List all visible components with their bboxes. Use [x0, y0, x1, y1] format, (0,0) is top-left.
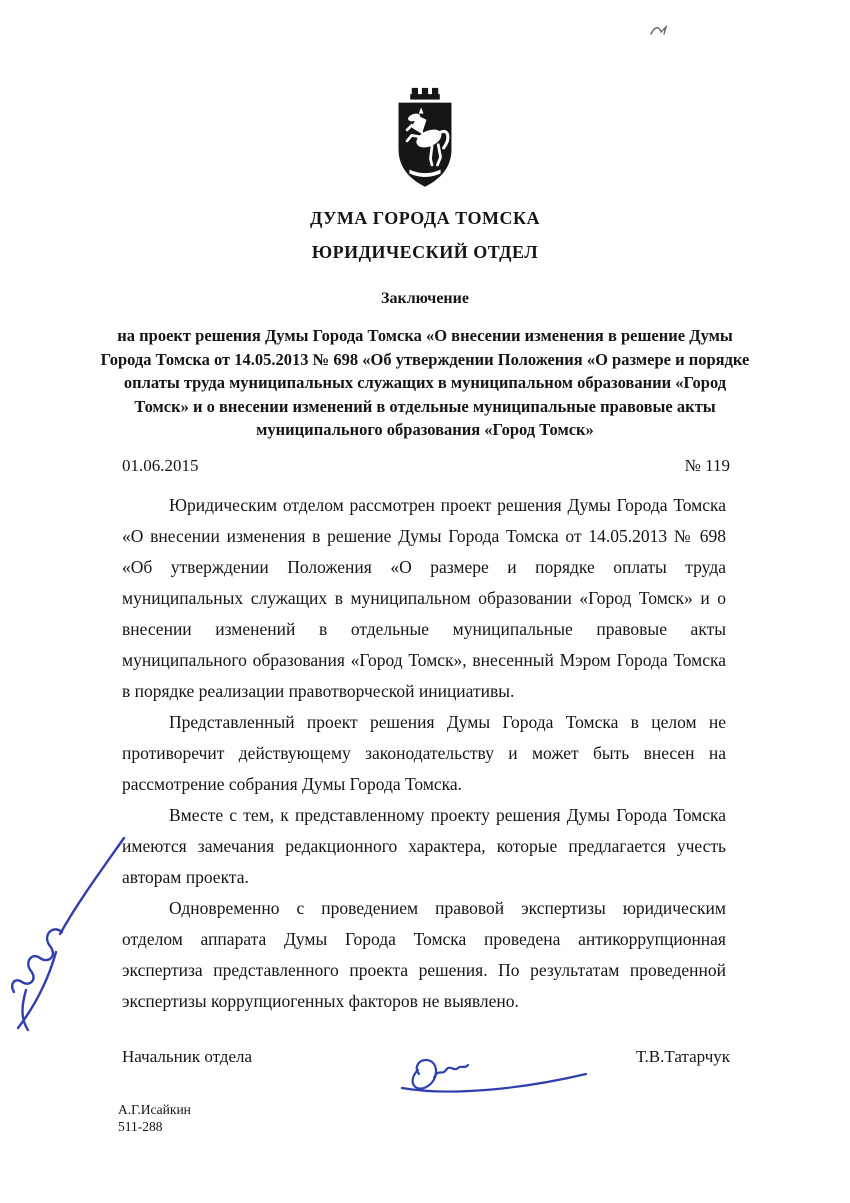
signature-row [122, 1047, 730, 1067]
signature-name: Т.В.Татарчук [635, 1046, 730, 1066]
crown-icon [410, 88, 440, 100]
doc-number: № 119 [684, 455, 730, 475]
body-paragraph: Юридическим отделом рассмотрен проект решения Думы Города Томска «О внесении изменения в решение Думы Города Томска от 14.05.2013 № 698 «Об утверждении Положения «О размере и порядке оплаты труда муниципальных служащих в муниципальном образовании «Город Томск» и о внесении изменений в отдельные муниципальные правовые акты муниципального образования «Город Томск», внесенный Мэром Города Томска в порядке реализации правотворческой инициативы. [122, 494, 726, 701]
doc-date: 01.06.2015 [122, 455, 199, 475]
signature-position: Начальник отдела [122, 1046, 253, 1066]
executor-phone: 511-288 [118, 1118, 163, 1134]
body-paragraph: Вместе с тем, к представленному проекту решения Думы Города Томска имеются замечания редакционного характера, которые предлагается учесть авторам проекта. [122, 804, 726, 887]
footer [118, 1101, 850, 1135]
coat-of-arms [386, 84, 464, 198]
body-paragraph: Представленный проект решения Думы Города Томска в целом не противоречит действующему законодательству и может быть внесен на рассмотрение собрания Думы Города Томска. [122, 711, 726, 794]
doc-subject: на проект решения Думы Города Томска «О внесении изменения в решение Думы Города Томска от 14.05.2013 № 698 «Об утверждении Положения «О размере и порядке оплаты труда муниципальных служащих в муниципальном образовании «Город Томск» и о внесении изменений в отдельные муниципальные правовые акты муниципального образования «Город Томск» [100, 326, 750, 439]
handwritten-signature [388, 1034, 598, 1104]
doc-title: Заключение [381, 290, 469, 307]
document-body [122, 490, 726, 1017]
body-paragraph: Одновременно с проведением правовой экспертизы юридическим отделом аппарата Думы Города Томска проведена антикоррупционная экспертиза представленного проекта решения. По результатам проведенной экспертизы коррупциогенных факторов не выявлено. [122, 897, 726, 1011]
executor-name: А.Г.Исайкин [118, 1101, 191, 1117]
corner-pen-mark [648, 22, 674, 40]
margin-scribble [6, 832, 136, 1047]
org-name: ДУМА ГОРОДА ТОМСКА [310, 208, 540, 228]
department-name: ЮРИДИЧЕСКИЙ ОТДЕЛ [311, 242, 539, 262]
coat-of-arms-icon [386, 84, 464, 193]
meta-row [122, 456, 730, 476]
